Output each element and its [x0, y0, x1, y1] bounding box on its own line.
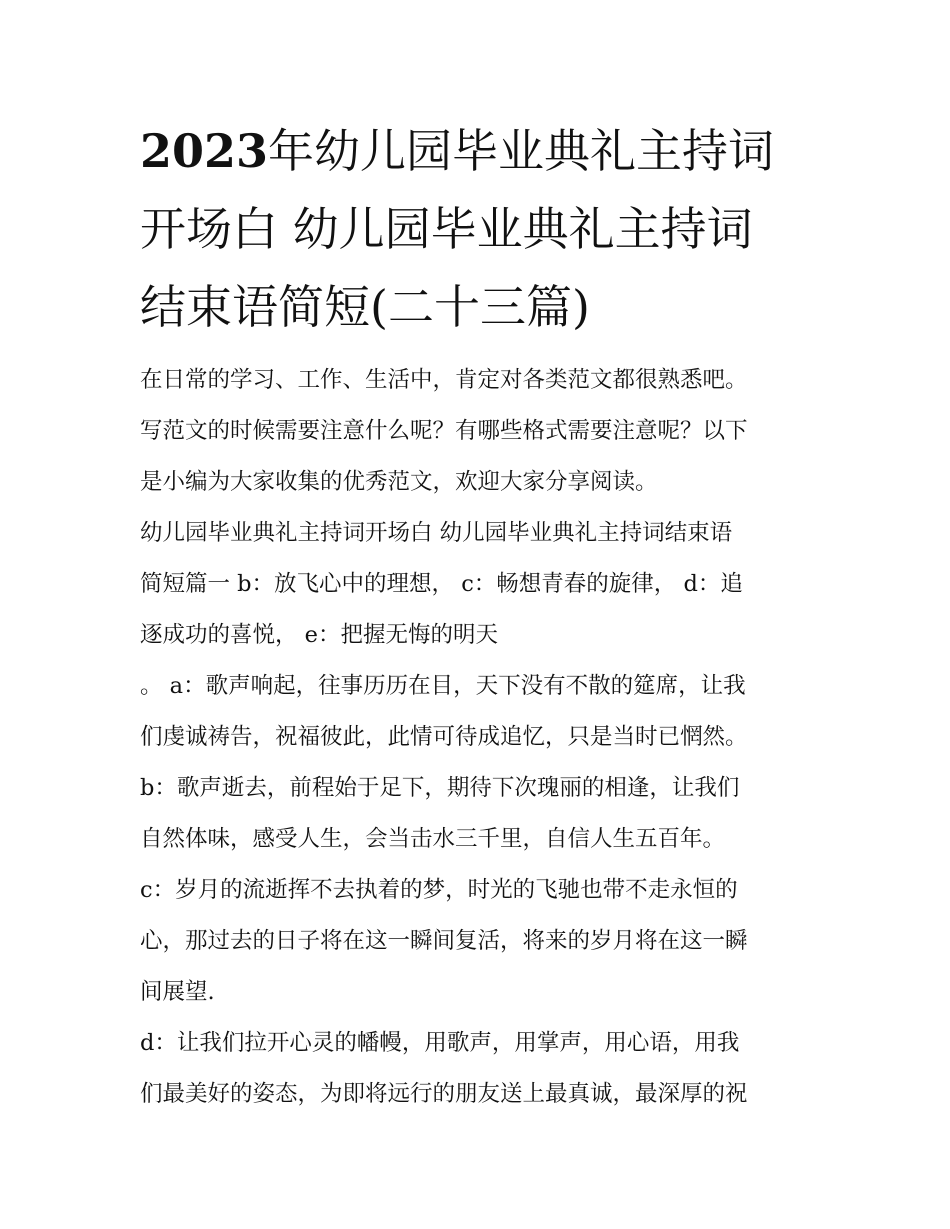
body-line: 们虔诚祷告，祝福彼此，此情可待成追忆，只是当时已惘然。: [140, 724, 748, 750]
body-line: 在日常的学习、工作、生活中，肯定对各类范文都很熟悉吧。: [140, 367, 748, 393]
title-line-1-text: 年幼儿园毕业典礼主持词: [268, 124, 775, 178]
body-line: 简短篇一 b：放飞心中的理想， c：畅想青春的旋律， d：追: [140, 571, 743, 597]
body-line: 自然体味，感受人生，会当击水三千里，自信人生五百年。: [140, 826, 726, 852]
body-line: d：让我们拉开心灵的幡幔，用歌声，用掌声，用心语，用我: [140, 1030, 740, 1056]
document-title: [140, 112, 820, 346]
body-line: 。 a：歌声响起，往事历历在目，天下没有不散的筵席，让我: [140, 673, 746, 699]
body-line: 心，那过去的日子将在这一瞬间复活，将来的岁月将在这一瞬: [140, 928, 748, 954]
title-year: 2023: [140, 124, 269, 178]
body-line: 是小编为大家收集的优秀范文，欢迎大家分享阅读。: [140, 469, 658, 495]
body-line: c：岁月的流逝挥不去执着的梦，时光的飞驰也带不走永恒的: [140, 877, 738, 903]
document-body: [140, 355, 820, 1120]
body-line: 逐成功的喜悦， e：把握无悔的明天: [140, 622, 498, 648]
body-line: 间展望.: [140, 979, 215, 1005]
title-line-3: 结束语简短(二十三篇): [140, 280, 590, 334]
title-line-2: 开场白 幼儿园毕业典礼主持词: [140, 202, 753, 256]
body-line: 幼儿园毕业典礼主持词开场白 幼儿园毕业典礼主持词结束语: [140, 520, 733, 546]
body-line: 写范文的时候需要注意什么呢？有哪些格式需要注意呢？以下: [140, 418, 748, 444]
title-line-1: [140, 112, 820, 190]
body-line: 们最美好的姿态，为即将远行的朋友送上最真诚，最深厚的祝: [140, 1081, 748, 1107]
body-line: b：歌声逝去，前程始于足下，期待下次瑰丽的相逢，让我们: [140, 775, 740, 801]
